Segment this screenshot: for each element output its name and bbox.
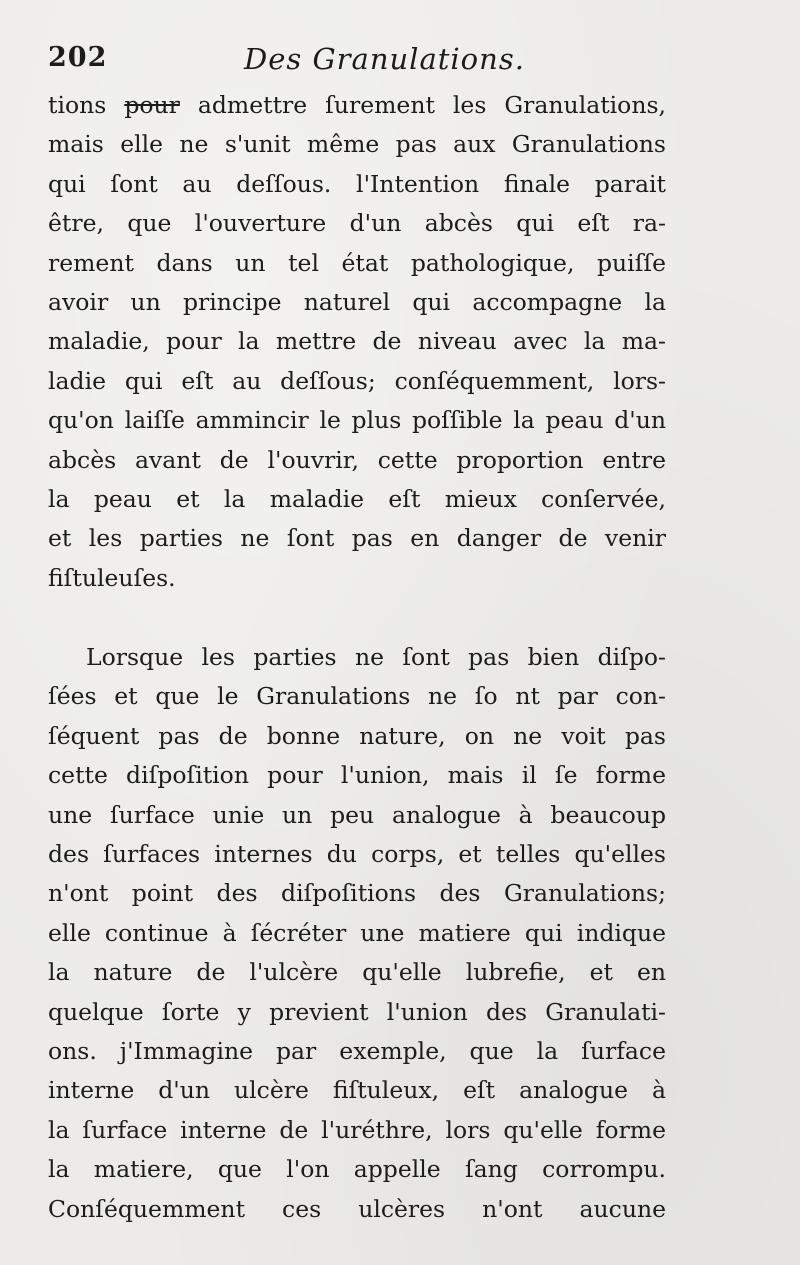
text-line: quelque ſorte y previent l'union des Granulati- — [48, 997, 666, 1026]
text-fragment: tions — [48, 91, 125, 119]
text-fragment: admettre ſurement les Granulations, — [179, 91, 666, 119]
paragraph-break — [48, 598, 666, 638]
text-line: ladie qui eſt au deſſous; conſéquemment, lors- — [48, 366, 666, 395]
struck-word: pour — [124, 91, 180, 119]
text-line: Conſéquemment ces ulcères n'ont aucune — [48, 1194, 666, 1223]
text-line: la peau et la maladie eſt mieux conſervée, — [48, 484, 666, 513]
paragraph-1 — [48, 86, 666, 598]
text-line: être, que l'ouverture d'un abcès qui eſt ra- — [48, 209, 666, 238]
text-line: rement dans un tel état pathologique, puiſſe — [48, 248, 666, 277]
text-line: abcès avant de l'ouvrir, cette proportion entre — [48, 445, 666, 474]
text-line: ons. j'Immagine par exemple, que la ſurface — [48, 1036, 666, 1065]
text-line: Lorsque les parties ne ſont pas bien diſpo- — [86, 643, 666, 672]
text-line: fiſtuleuſes. — [48, 563, 176, 592]
text-line: la matiere, que l'on appelle ſang corrompu. — [48, 1155, 666, 1184]
text-line: avoir un principe naturel qui accompagne la — [48, 287, 666, 316]
text-line: et les parties ne ſont pas en danger de venir — [48, 524, 666, 553]
page-header — [0, 42, 800, 86]
text-line: mais elle ne s'unit même pas aux Granulations — [48, 130, 666, 159]
body-text — [48, 86, 666, 1229]
paragraph-2 — [48, 638, 666, 1229]
text-line: n'ont point des diſpoſitions des Granulations; — [48, 879, 666, 908]
text-line: cette diſpoſition pour l'union, mais il ſe forme — [48, 761, 666, 790]
text-line: qu'on laiſſe ammincir le plus poſſible la peau d'un — [48, 406, 666, 435]
text-line: ſées et que le Granulations ne ſo nt par con- — [48, 682, 666, 711]
text-line: interne d'un ulcère fiſtuleux, eſt analogue à — [48, 1076, 666, 1105]
text-line: elle continue à ſécréter une matiere qui indique — [48, 918, 666, 947]
running-title: Des Granulations. — [244, 42, 525, 76]
text-line — [48, 86, 666, 125]
text-line: maladie, pour la mettre de niveau avec la ma- — [48, 327, 666, 356]
text-line: la nature de l'ulcère qu'elle lubrefie, et en — [48, 958, 666, 987]
text-line: des ſurfaces internes du corps, et telles qu'elles — [48, 840, 666, 869]
text-line: la ſurface interne de l'uréthre, lors qu'elle forme — [48, 1115, 666, 1144]
text-line: une ſurface unie un peu analogue à beaucoup — [48, 800, 666, 829]
text-line: ſéquent pas de bonne nature, on ne voit pas — [48, 721, 666, 750]
page-number: 202 — [48, 42, 108, 73]
text-line: qui ſont au deſſous. l'Intention finale parait — [48, 169, 666, 198]
